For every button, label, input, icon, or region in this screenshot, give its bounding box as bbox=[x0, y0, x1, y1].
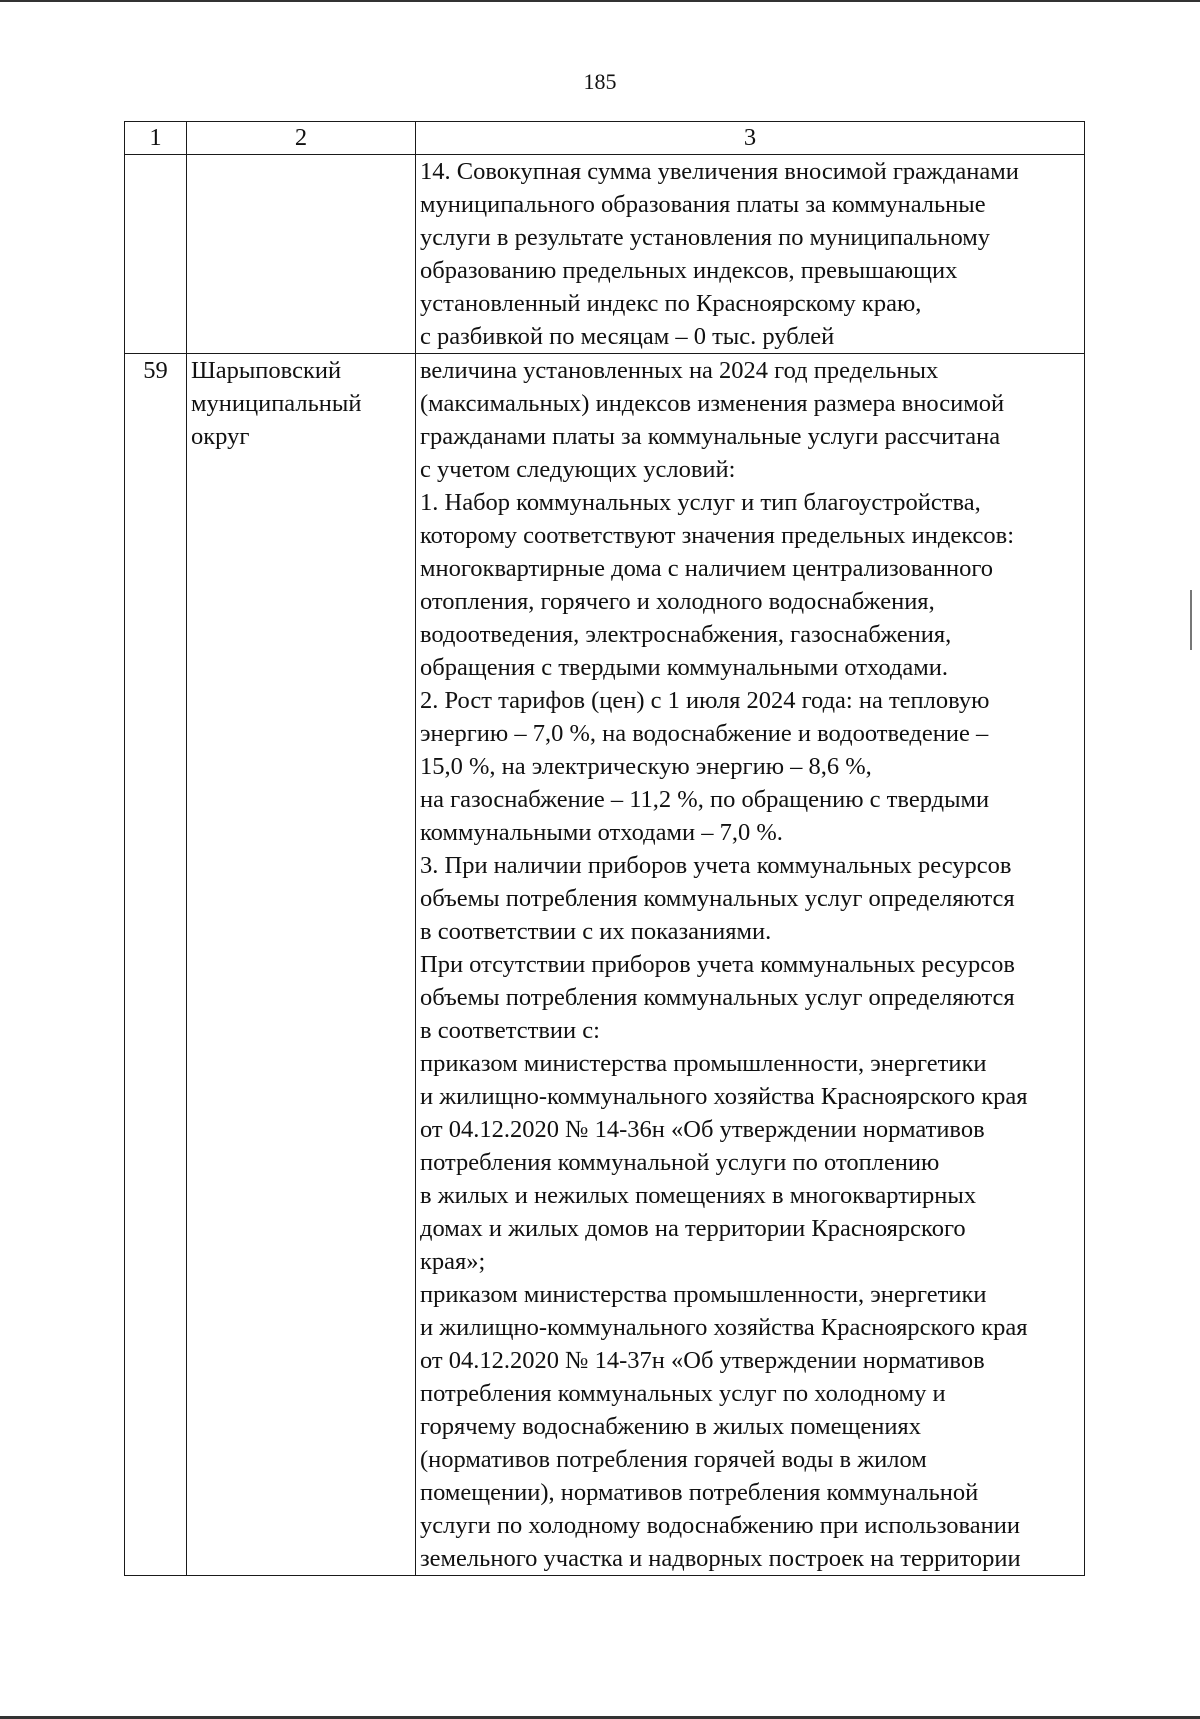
text-line: домах и жилых домов на территории Красноярского bbox=[420, 1215, 966, 1242]
text-line: на газоснабжение – 11,2 %, по обращению с твердыми bbox=[420, 786, 990, 813]
description-cell bbox=[416, 354, 1085, 1576]
text-line: 2. Рост тарифов (цен) с 1 июля 2024 года: на тепловую bbox=[420, 687, 990, 714]
document-table bbox=[124, 121, 1085, 1576]
column-header-1: 1 bbox=[125, 122, 187, 155]
municipality-cell bbox=[187, 354, 416, 1576]
text-line: 1. Набор коммунальных услуг и тип благоустройства, bbox=[420, 489, 981, 516]
text-line: с учетом следующих условий: bbox=[420, 456, 736, 483]
continuation-text bbox=[420, 155, 1080, 353]
text-line: гражданами платы за коммунальные услуги рассчитана bbox=[420, 423, 1001, 450]
scan-edge-mark bbox=[1190, 590, 1192, 650]
text-line: величина установленных на 2024 год предельных bbox=[420, 357, 939, 384]
text-line: 3. При наличии приборов учета коммунальных ресурсов bbox=[420, 852, 1012, 879]
text-line: (максимальных) индексов изменения размера вносимой bbox=[420, 390, 1005, 417]
scan-edge-top bbox=[0, 0, 1200, 2]
text-line: объемы потребления коммунальных услуг определяются bbox=[420, 984, 1015, 1011]
text-line: от 04.12.2020 № 14-36н «Об утверждении нормативов bbox=[420, 1116, 985, 1143]
text-line: коммунальными отходами – 7,0 %. bbox=[420, 819, 783, 846]
text-line: муниципального образования платы за коммунальные bbox=[420, 191, 986, 218]
text-line: и жилищно-коммунального хозяйства Красноярского края bbox=[420, 1083, 1028, 1110]
table-row-continuation bbox=[125, 155, 1085, 354]
text-line: услуги по холодному водоснабжению при использовании bbox=[420, 1512, 1020, 1539]
column-header-2: 2 bbox=[187, 122, 416, 155]
row-number-cell: 59 bbox=[125, 354, 187, 1576]
text-line: обращения с твердыми коммунальными отходами. bbox=[420, 654, 948, 681]
text-line: муниципальный bbox=[191, 390, 362, 417]
text-line: и жилищно-коммунального хозяйства Красноярского края bbox=[420, 1314, 1028, 1341]
text-line: края»; bbox=[420, 1248, 486, 1275]
text-line: которому соответствуют значения предельных индексов: bbox=[420, 522, 1015, 549]
text-line: помещении), нормативов потребления коммунальной bbox=[420, 1479, 979, 1506]
text-line: приказом министерства промышленности, энергетики bbox=[420, 1050, 987, 1077]
text-line: 14. Совокупная сумма увеличения вносимой гражданами bbox=[420, 158, 1019, 185]
text-line: водоотведения, электроснабжения, газоснабжения, bbox=[420, 621, 952, 648]
text-line: услуги в результате установления по муниципальному bbox=[420, 224, 991, 251]
text-line: в соответствии с их показаниями. bbox=[420, 918, 772, 945]
row-number-cell bbox=[125, 155, 187, 354]
page-number: 185 bbox=[583, 69, 617, 94]
text-line: приказом министерства промышленности, энергетики bbox=[420, 1281, 987, 1308]
municipality-name bbox=[191, 354, 411, 453]
text-line: в соответствии с: bbox=[420, 1017, 600, 1044]
text-line: При отсутствии приборов учета коммунальных ресурсов bbox=[420, 951, 1015, 978]
text-line: образованию предельных индексов, превышающих bbox=[420, 257, 958, 284]
text-line: 15,0 %, на электрическую энергию – 8,6 %, bbox=[420, 753, 872, 780]
text-line: установленный индекс по Красноярскому краю, bbox=[420, 290, 922, 317]
text-line: Шарыповский bbox=[191, 357, 342, 384]
text-line: потребления коммунальной услуги по отоплению bbox=[420, 1149, 940, 1176]
text-line: от 04.12.2020 № 14-37н «Об утверждении нормативов bbox=[420, 1347, 985, 1374]
table-row-59 bbox=[125, 354, 1085, 1576]
text-line: горячему водоснабжению в жилых помещениях bbox=[420, 1413, 921, 1440]
text-line: (нормативов потребления горячей воды в жилом bbox=[420, 1446, 927, 1473]
text-line: энергию – 7,0 %, на водоснабжение и водоотведение – bbox=[420, 720, 989, 747]
text-line: с разбивкой по месяцам – 0 тыс. рублей bbox=[420, 323, 835, 350]
municipality-cell bbox=[187, 155, 416, 354]
description-cell bbox=[416, 155, 1085, 354]
column-header-3: 3 bbox=[416, 122, 1085, 155]
text-line: объемы потребления коммунальных услуг определяются bbox=[420, 885, 1015, 912]
row-59-text bbox=[420, 354, 1080, 1575]
table-header-row bbox=[125, 122, 1085, 155]
text-line: отопления, горячего и холодного водоснабжения, bbox=[420, 588, 935, 615]
text-line: земельного участка и надворных построек на территории bbox=[420, 1545, 1021, 1572]
text-line: в жилых и нежилых помещениях в многоквартирных bbox=[420, 1182, 977, 1209]
text-line: многоквартирные дома с наличием централизованного bbox=[420, 555, 994, 582]
text-line: округ bbox=[191, 423, 250, 450]
text-line: потребления коммунальных услуг по холодному и bbox=[420, 1380, 946, 1407]
